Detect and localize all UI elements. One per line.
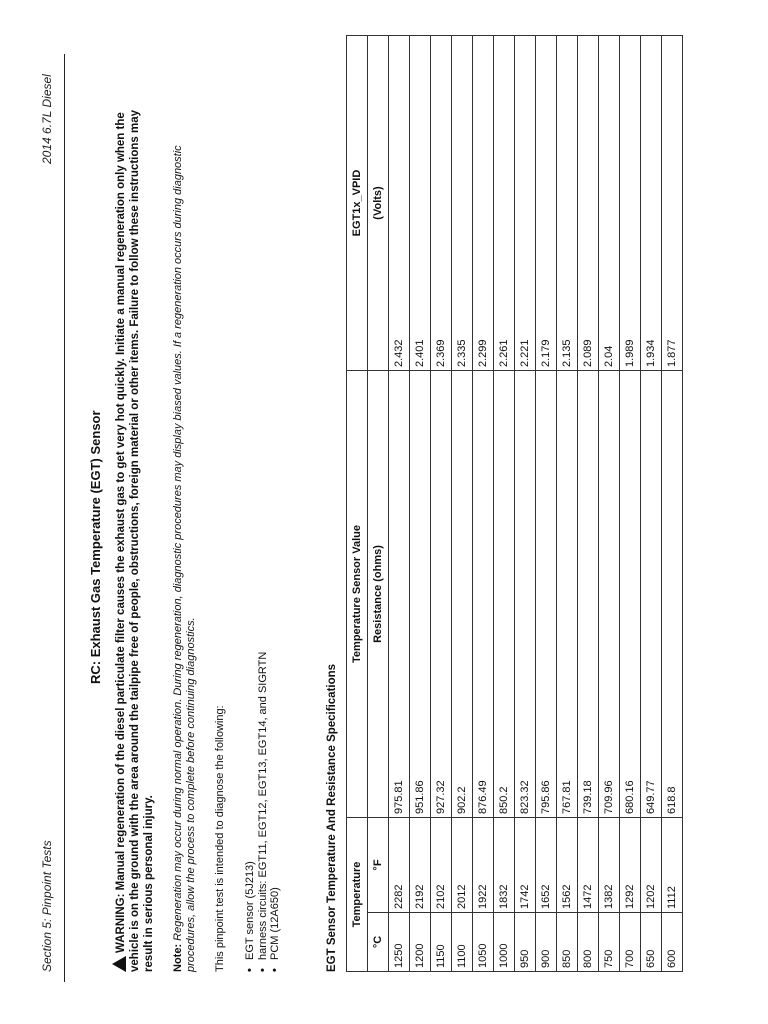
warning-icon [112,956,126,972]
resistance-cell: 618.8 [662,371,683,818]
fahrenheit-cell: 1922 [473,818,494,913]
resistance-cell: 823.32 [515,371,536,818]
celsius-cell: 1150 [431,913,452,972]
spec-table [346,35,683,972]
table-row [452,36,473,972]
volts-cell: 2.261 [494,36,515,371]
warning-label: WARNING: [115,893,127,953]
table-row [410,36,431,972]
warning-block [112,92,156,972]
fahrenheit-cell: 2012 [452,818,473,913]
table-row [578,36,599,972]
table-row [641,36,662,972]
note-block [172,92,198,972]
fahrenheit-cell: 1652 [536,818,557,913]
volts-cell: 2.135 [557,36,578,371]
celsius-cell: 900 [536,913,557,972]
table-title: EGT Sensor Temperature And Resistance Specifications [326,663,338,972]
volts-cell: 2.401 [410,36,431,371]
table-row [599,36,620,972]
table-row [473,36,494,972]
volts-cell: 1.934 [641,36,662,371]
volts-cell: 2.089 [578,36,599,371]
fahrenheit-cell: 1382 [599,818,620,913]
fahrenheit-cell: 2192 [410,818,431,913]
resistance-cell: 876.49 [473,371,494,818]
resistance-cell: 709.96 [599,371,620,818]
resistance-header: Resistance (ohms) [368,371,389,818]
fahrenheit-cell: 2282 [389,818,410,913]
volts-cell: 1.877 [662,36,683,371]
celsius-cell: 1100 [452,913,473,972]
temperature-group-header: Temperature [347,818,368,972]
resistance-cell: 902.2 [452,371,473,818]
table-row [494,36,515,972]
fahrenheit-cell: 1562 [557,818,578,913]
table-row [662,36,683,972]
celsius-cell: 1200 [410,913,431,972]
page-title: RC: Exhaust Gas Temperature (EGT) Sensor [88,410,103,684]
celsius-cell: 600 [662,913,683,972]
list-item: • harness circuits: EGT11, EGT12, EGT13, EGT14, and SIGRTN [257,652,270,972]
list-item: • PCM (12A650) [269,652,282,972]
table-row [557,36,578,972]
fahrenheit-cell: 1742 [515,818,536,913]
volts-cell: 2.335 [452,36,473,371]
resistance-cell: 795.86 [536,371,557,818]
fahrenheit-header: °F [368,818,389,913]
fahrenheit-cell: 1832 [494,818,515,913]
fahrenheit-cell: 1472 [578,818,599,913]
table-row [515,36,536,972]
vpid-group-header: EGT1x_VPID [347,36,368,371]
volts-header: (Volts) [368,36,389,371]
resistance-cell: 850.2 [494,371,515,818]
celsius-cell: 750 [599,913,620,972]
model-header: 2014 6.7L Diesel [40,74,54,164]
resistance-cell: 739.18 [578,371,599,818]
intro-text: This pinpoint test is intended to diagnose the following: [214,705,226,972]
note-label: Note: [172,943,184,972]
celsius-header: °C [368,913,389,972]
resistance-cell: 951.86 [410,371,431,818]
volts-cell: 2.299 [473,36,494,371]
celsius-cell: 950 [515,913,536,972]
note-text: Regeneration may occur during normal operation. During regeneration, diagnostic procedures may display biased values. If a regeneration occurs during diagnostic procedures, allow the process to complete before continuing diagnostics. [172,145,197,972]
list-item: • EGT sensor (5J213) [244,652,257,972]
warning-text: Manual regeneration of the diesel particulate filter causes the exhaust gas to get very hot quickly. Initiate a manual regeneration only when the vehicle is on the ground with the area around the tailpipe free of people, obstructions, foreign material or other items. Failure to follow these instructions may result in serious personal injury. [115,110,155,972]
sensor-value-group-header: Temperature Sensor Value [347,371,368,818]
diagnose-list [244,652,282,972]
celsius-cell: 700 [620,913,641,972]
celsius-cell: 1050 [473,913,494,972]
table-row [389,36,410,972]
table-row [536,36,557,972]
volts-cell: 1.989 [620,36,641,371]
volts-cell: 2.221 [515,36,536,371]
resistance-cell: 649.77 [641,371,662,818]
fahrenheit-cell: 1292 [620,818,641,913]
resistance-cell: 767.81 [557,371,578,818]
volts-cell: 2.179 [536,36,557,371]
fahrenheit-cell: 1112 [662,818,683,913]
resistance-cell: 927.32 [431,371,452,818]
celsius-cell: 1000 [494,913,515,972]
celsius-cell: 850 [557,913,578,972]
resistance-cell: 680.16 [620,371,641,818]
fahrenheit-cell: 1202 [641,818,662,913]
volts-cell: 2.432 [389,36,410,371]
volts-cell: 2.369 [431,36,452,371]
header-rule [64,54,65,982]
section-header: Section 5: Pinpoint Tests [40,840,54,972]
table-row [620,36,641,972]
celsius-cell: 800 [578,913,599,972]
celsius-cell: 650 [641,913,662,972]
volts-cell: 2.04 [599,36,620,371]
fahrenheit-cell: 2102 [431,818,452,913]
table-row [431,36,452,972]
celsius-cell: 1250 [389,913,410,972]
resistance-cell: 975.81 [389,371,410,818]
